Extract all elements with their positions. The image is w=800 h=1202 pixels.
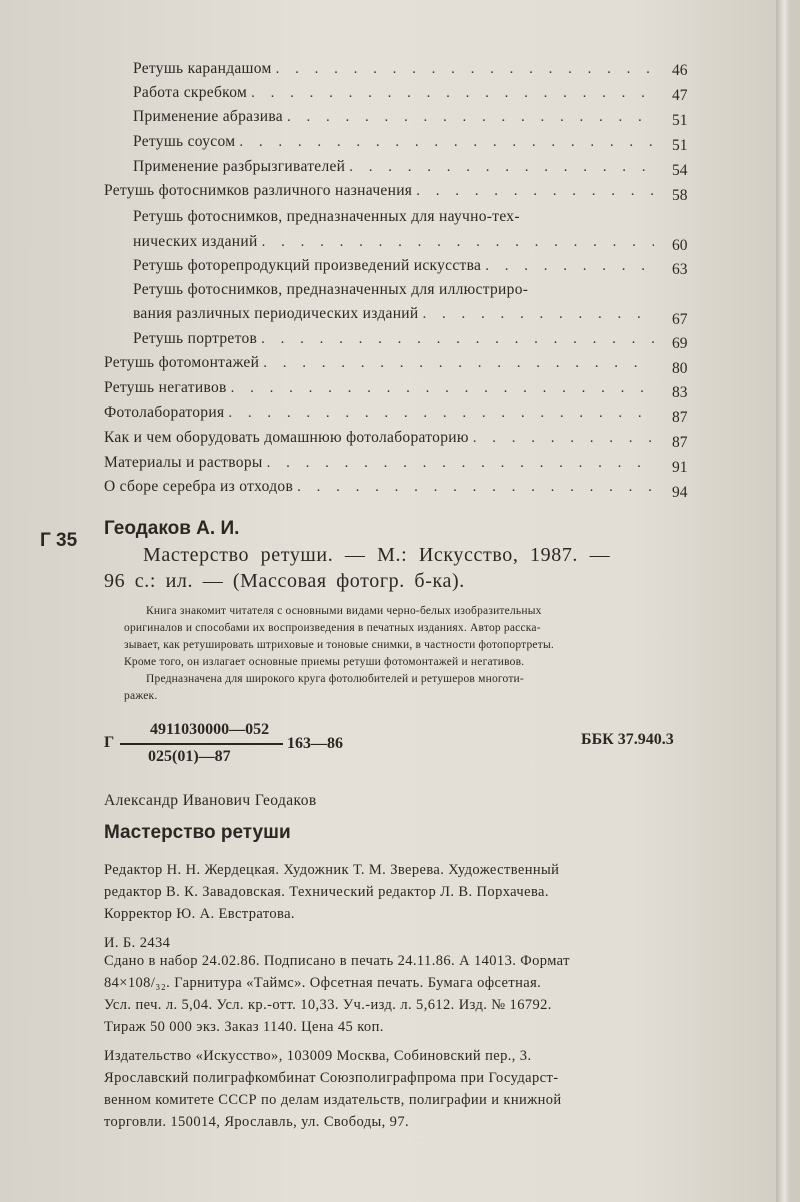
toc-entry [104, 478, 658, 500]
toc-page-number: 51 [672, 137, 688, 154]
toc-page-number: 80 [672, 360, 688, 377]
annotation-line: Книга знакомит читателя с основными видами черно-белых изобразительных [146, 605, 542, 617]
toc-entry [133, 233, 658, 255]
credits-line: Редактор Н. Н. Жердецкая. Художник Т. М. Зверева. Художественный [104, 862, 560, 878]
print-info-line: Усл. печ. л. 5,04. Усл. кр.-отт. 10,33. Уч.-изд. л. 5,612. Изд. № 16792. [104, 997, 552, 1013]
print-info-line: 84×108/₃₂. Гарнитура «Таймс». Офсетная печать. Бумага офсетная. [104, 975, 542, 991]
toc-entry-title: Ретушь фотоснимков различного назначения [104, 182, 413, 199]
toc-entry [133, 330, 658, 352]
formula-numerator: 4911030000—052 [150, 721, 270, 738]
toc-page-number: 58 [672, 187, 688, 204]
toc-entry-title: О сборе серебра из отходов [104, 478, 294, 495]
formula-denominator: 025(01)—87 [148, 748, 231, 765]
formula-prefix: Г [104, 734, 115, 751]
purpose-line: ражек. [124, 690, 158, 702]
formula-suffix: 163—86 [287, 735, 343, 752]
toc-page-number: 54 [672, 162, 688, 179]
toc-page-number: 83 [672, 384, 688, 401]
toc-entry-title: нических изданий [133, 233, 258, 250]
toc-page-number: 87 [672, 409, 688, 426]
toc-page-number: 47 [672, 87, 688, 104]
toc-entry-title: Применение разбрызгивателей [133, 158, 346, 175]
toc-entry [104, 182, 658, 204]
toc-entry [104, 454, 658, 476]
toc-page-number: 94 [672, 484, 688, 501]
toc-page-number: 91 [672, 459, 688, 476]
annotation-line: оригиналов и способами их воспроизведения в печатных изданиях. Автор расска- [124, 622, 541, 634]
credits-line: редактор В. К. Завадовская. Технический редактор Л. В. Порхачева. [104, 884, 549, 900]
toc-entry [104, 404, 658, 426]
annotation-line: зывает, как ретушировать штриховые и тоновые снимки, в частности фотопортреты. [124, 639, 554, 651]
ib-number: И. Б. 2434 [104, 935, 171, 951]
book-title: Мастерство ретуши [104, 822, 291, 843]
bbk-code: ББК 37.940.3 [581, 731, 674, 748]
credits-line: Корректор Ю. А. Евстратова. [104, 906, 295, 922]
print-info-line: Тираж 50 000 экз. Заказ 1140. Цена 45 коп. [104, 1019, 384, 1035]
toc-page-number: 51 [672, 112, 688, 129]
catalog-title-line: Мастерство ретуши. — М.: Искусство, 1987. — [143, 544, 611, 566]
formula-fraction-bar [120, 743, 283, 745]
classification-code: Г 35 [40, 530, 78, 551]
toc-entry [133, 60, 658, 82]
toc-entry [133, 133, 658, 155]
toc-entry-title: Ретушь фотомонтажей [104, 354, 260, 371]
toc-entry [133, 108, 658, 130]
publisher-line: венном комитете СССР по делам издательств, полиграфии и книжной [104, 1092, 562, 1108]
toc-entry [104, 429, 658, 451]
catalog-title-line: 96 с.: ил. — (Массовая фотогр. б-ка). [104, 570, 465, 592]
toc-entry [104, 354, 658, 376]
toc-entry-title-line1: Ретушь фотоснимков, предназначенных для иллюстриро- [133, 281, 529, 298]
publisher-line: Ярославский полиграфкомбинат Союзполиграфпрома при Государст- [104, 1070, 559, 1086]
publisher-line: торговли. 150014, Ярославль, ул. Свободы, 97. [104, 1114, 409, 1130]
toc-entry-title: Ретушь фоторепродукций произведений искусства [133, 257, 482, 274]
toc-page-number: 46 [672, 62, 688, 79]
toc-page-number: 60 [672, 237, 688, 254]
toc-page-number: 67 [672, 311, 688, 328]
toc-entry [133, 158, 658, 180]
toc-entry [133, 305, 658, 327]
toc-entry [104, 379, 658, 401]
toc-page-number: 87 [672, 434, 688, 451]
toc-entry-title: Ретушь карандашом [133, 60, 272, 77]
toc-entry-title: Ретушь соусом [133, 133, 236, 150]
toc-entry-title: Применение абразива [133, 108, 283, 125]
toc-entry-title: Ретушь негативов [104, 379, 227, 396]
toc-entry-title: Фотолаборатория [104, 404, 225, 421]
publisher-line: Издательство «Искусство», 103009 Москва, Собиновский пер., 3. [104, 1048, 532, 1064]
page-edge [776, 0, 790, 1202]
toc-entry-title: Работа скребком [133, 84, 248, 101]
toc-entry-title: вания различных периодических изданий [133, 305, 419, 322]
toc-entry-title: Как и чем оборудовать домашнюю фотолабораторию [104, 429, 469, 446]
toc-entry [133, 84, 658, 106]
toc-page-number: 63 [672, 261, 688, 278]
catalog-author: Геодаков А. И. [104, 518, 240, 539]
toc-page-number: 69 [672, 335, 688, 352]
toc-entry-title: Ретушь портретов [133, 330, 258, 347]
toc-entry-title: Материалы и растворы [104, 454, 263, 471]
toc-entry-title-line1: Ретушь фотоснимков, предназначенных для научно-тех- [133, 208, 520, 225]
author-full-name: Александр Иванович Геодаков [104, 792, 317, 809]
print-info-line: Сдано в набор 24.02.86. Подписано в печать 24.11.86. А 14013. Формат [104, 953, 570, 969]
purpose-line: Предназначена для широкого круга фотолюбителей и ретушеров многоти- [146, 673, 524, 685]
annotation-line: Кроме того, он излагает основные приемы ретуши фотомонтажей и негативов. [124, 656, 525, 668]
toc-entry [133, 257, 658, 279]
